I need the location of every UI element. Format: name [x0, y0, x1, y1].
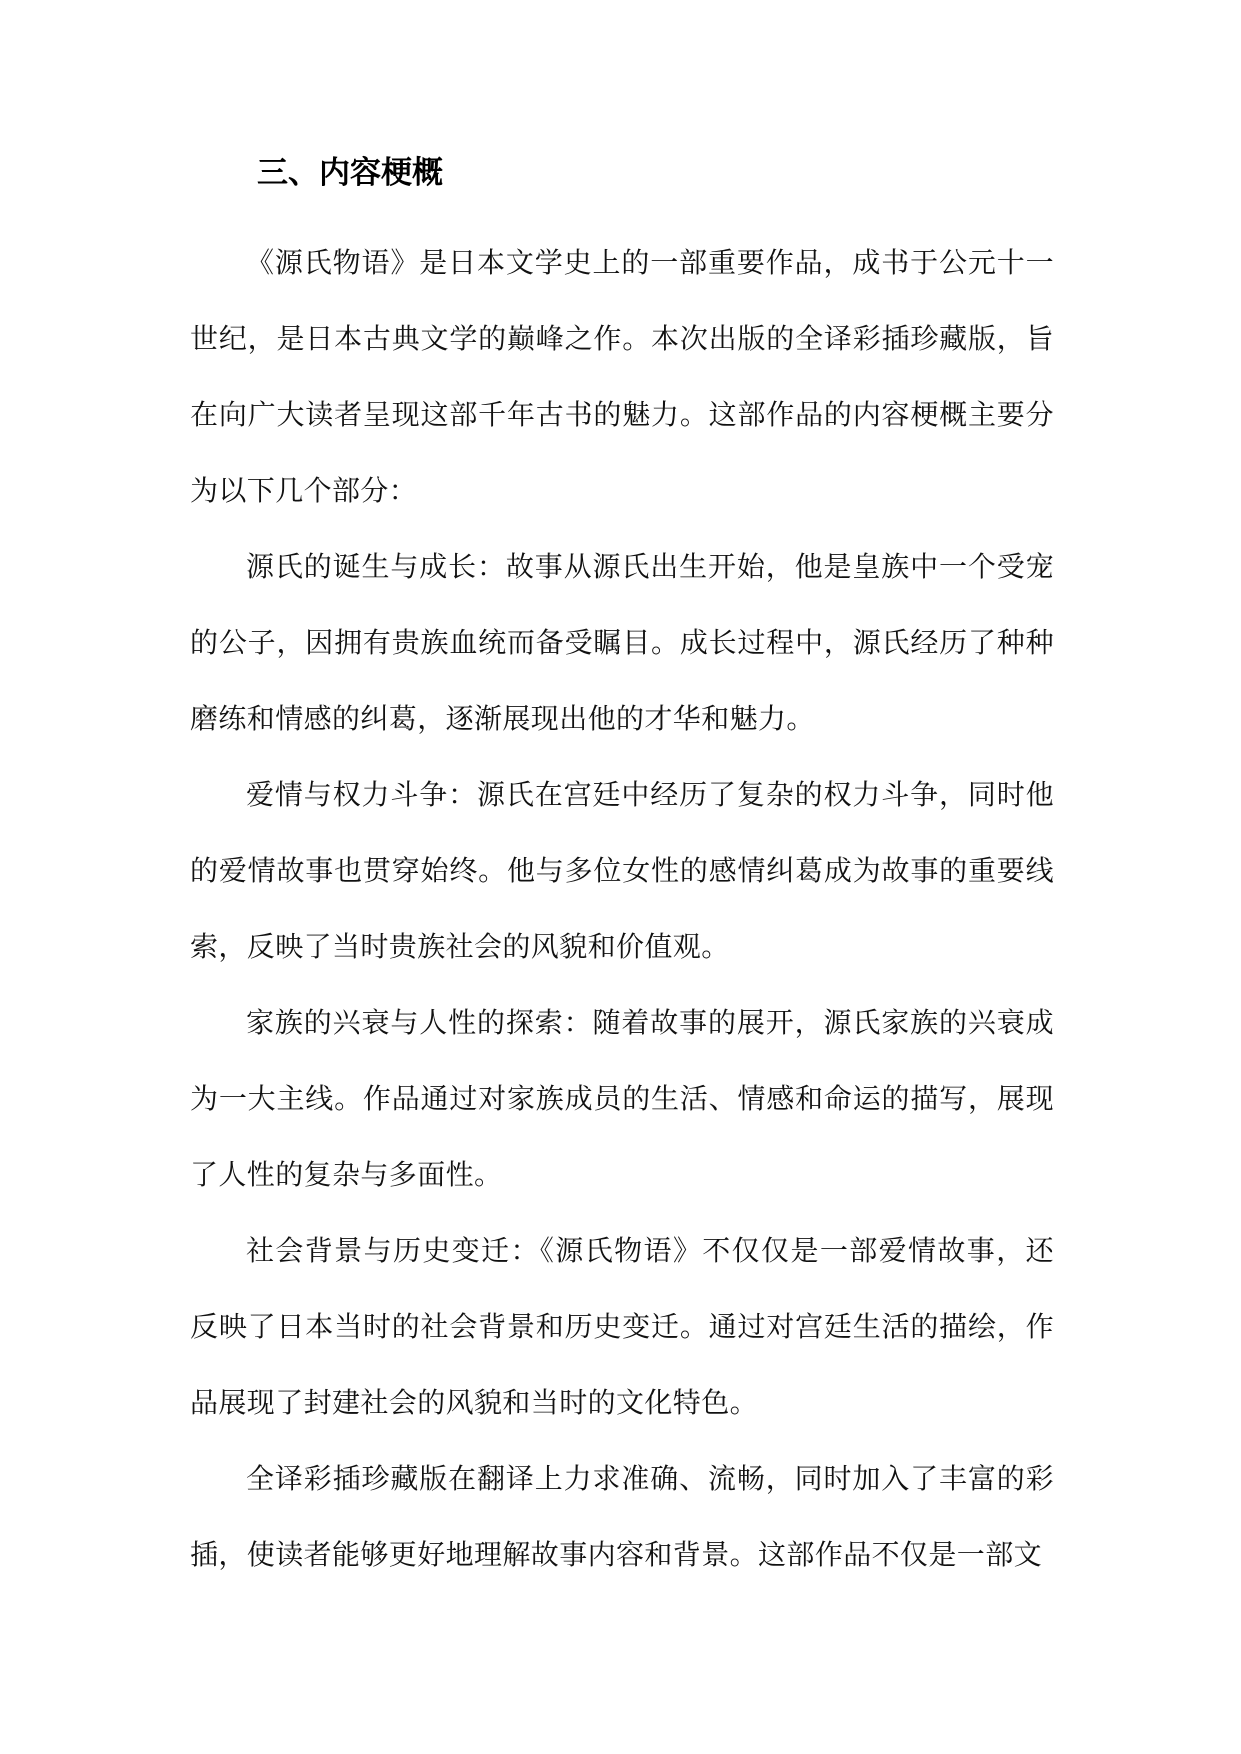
paragraph-love-power: 爱情与权力斗争：源氏在宫廷中经历了复杂的权力斗争，同时他的爱情故事也贯穿始终。他与多位女性的感情纠葛成为故事的重要线索，反映了当时贵族社会的风貌和价值观。: [190, 778, 1054, 963]
paragraph-society-history: 社会背景与历史变迁：《源氏物语》不仅仅是一部爱情故事，还反映了日本当时的社会背景和历史变迁。通过对宫廷生活的描绘，作品展现了封建社会的风貌和当时的文化特色。: [190, 1234, 1054, 1419]
paragraph-birth-growth: 源氏的诞生与成长：故事从源氏出生开始，他是皇族中一个受宠的公子，因拥有贵族血统而备受瞩目。成长过程中，源氏经历了种种磨练和情感的纠葛，逐渐展现出他的才华和魅力。: [190, 550, 1054, 735]
paragraph-edition: 全译彩插珍藏版在翻译上力求准确、流畅，同时加入了丰富的彩插，使读者能够更好地理解故事内容和背景。这部作品不仅是一部文: [190, 1462, 1054, 1571]
paragraph-intro: 《源氏物语》是日本文学史上的一部重要作品，成书于公元十一世纪，是日本古典文学的巅峰之作。本次出版的全译彩插珍藏版，旨在向广大读者呈现这部千年古书的魅力。这部作品的内容梗概主要分为以下几个部分：: [190, 246, 1054, 507]
section-heading: 三、内容梗概: [257, 155, 443, 191]
body-text: [190, 225, 1054, 1593]
paragraph-family-humanity: 家族的兴衰与人性的探索：随着故事的展开，源氏家族的兴衰成为一大主线。作品通过对家族成员的生活、情感和命运的描写，展现了人性的复杂与多面性。: [190, 1006, 1054, 1191]
